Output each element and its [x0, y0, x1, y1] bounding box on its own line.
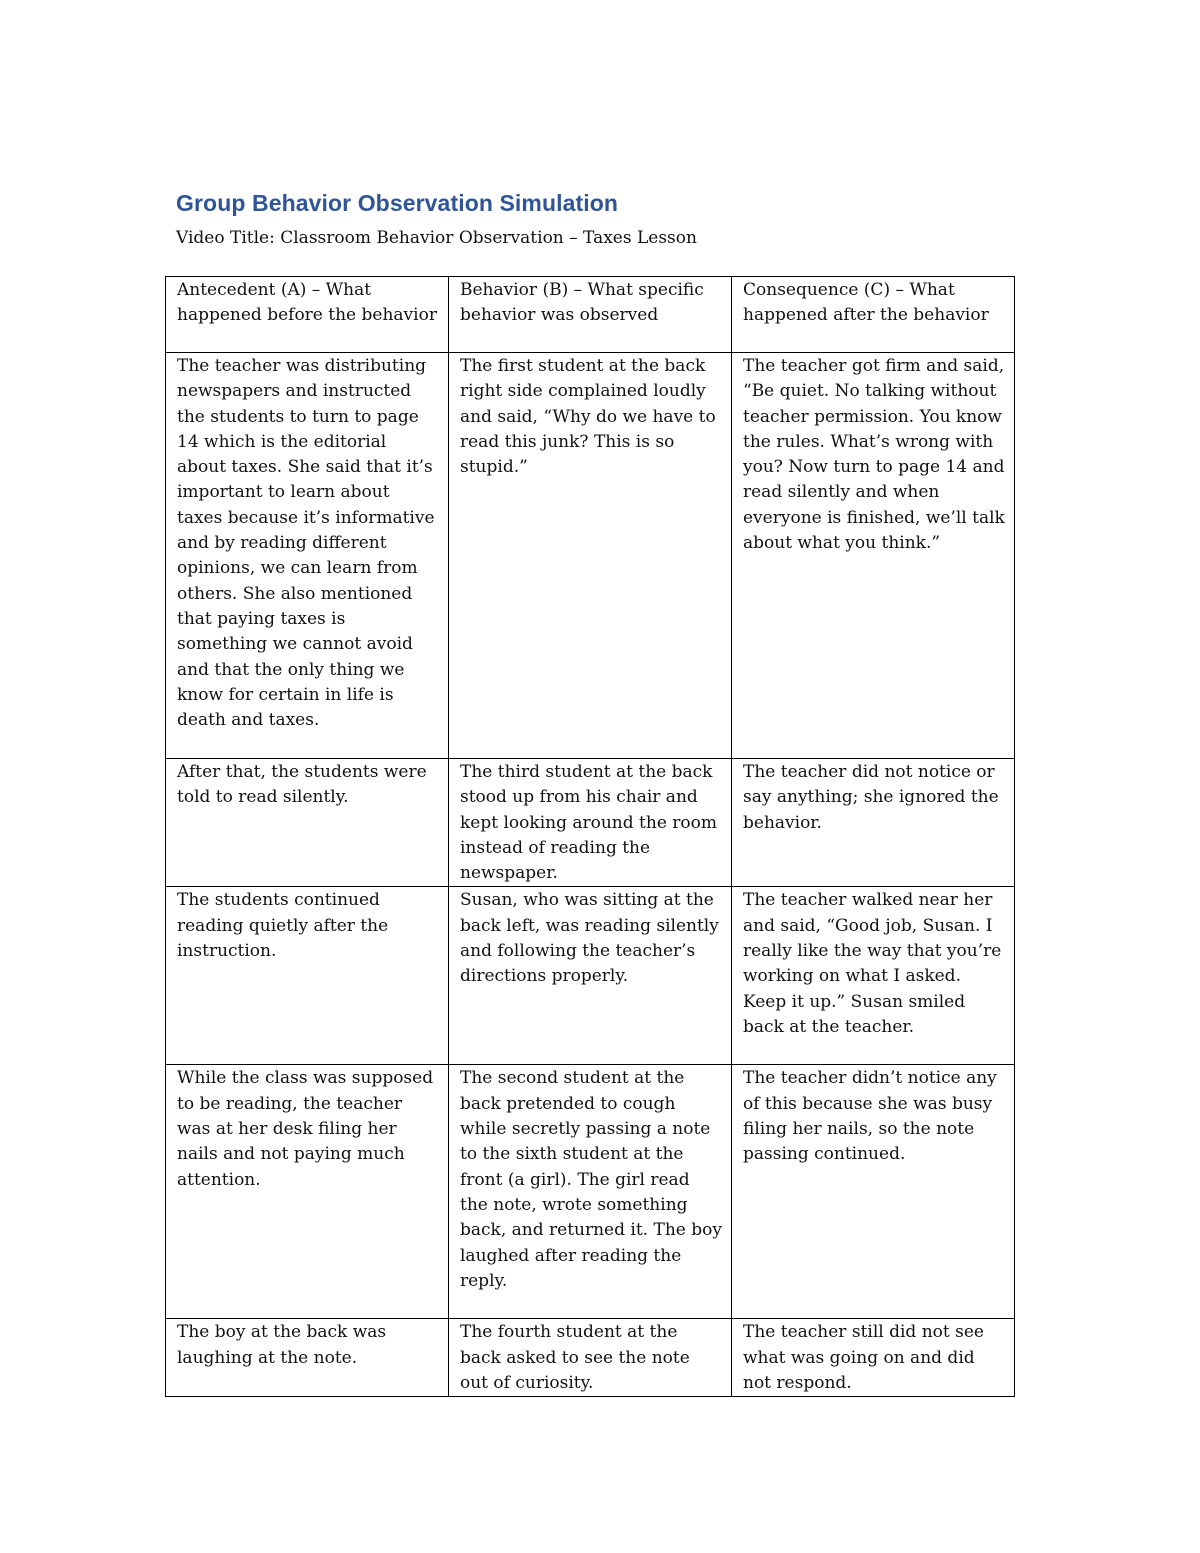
behavior-cell: Susan, who was sitting at the back left, was reading silently and following the teacher’s directions properly. — [449, 887, 732, 1065]
table-row — [166, 1065, 1015, 1319]
header-behavior: Behavior (B) – What specific behavior was observed — [449, 277, 732, 353]
behavior-cell: The first student at the back right side complained loudly and said, “Why do we have to read this junk? This is so stupid.” — [449, 353, 732, 759]
table-row — [166, 1319, 1015, 1397]
table-row — [166, 759, 1015, 887]
antecedent-cell: After that, the students were told to read silently. — [166, 759, 449, 887]
consequence-cell: The teacher got firm and said, “Be quiet. No talking without teacher permission. You know the rules. What’s wrong with you? Now turn to page 14 and read silently and when everyone is finished, we’ll talk about what you think.” — [732, 353, 1015, 759]
behavior-cell: The second student at the back pretended to cough while secretly passing a note to the sixth student at the front (a girl). The girl read the note, wrote something back, and returned it. The boy laughed after reading the reply. — [449, 1065, 732, 1319]
video-title: Video Title: Classroom Behavior Observation – Taxes Lesson — [176, 228, 697, 248]
consequence-cell: The teacher didn’t notice any of this because she was busy filing her nails, so the note passing continued. — [732, 1065, 1015, 1319]
document-title: Group Behavior Observation Simulation — [176, 190, 619, 216]
antecedent-cell: The boy at the back was laughing at the note. — [166, 1319, 449, 1397]
consequence-cell: The teacher did not notice or say anything; she ignored the behavior. — [732, 759, 1015, 887]
consequence-cell: The teacher still did not see what was going on and did not respond. — [732, 1319, 1015, 1397]
table-header-row — [166, 277, 1015, 353]
consequence-cell: The teacher walked near her and said, “Good job, Susan. I really like the way that you’re working on what I asked. Keep it up.” Susan smiled back at the teacher. — [732, 887, 1015, 1065]
antecedent-cell: The students continued reading quietly after the instruction. — [166, 887, 449, 1065]
antecedent-cell: While the class was supposed to be reading, the teacher was at her desk filing her nails and not paying much attention. — [166, 1065, 449, 1319]
antecedent-cell: The teacher was distributing newspapers and instructed the students to turn to page 14 which is the editorial about taxes. She said that it’s important to learn about taxes because it’s informative and by reading different opinions, we can learn from others. She also mentioned that paying taxes is something we cannot avoid and that the only thing we know for certain in life is death and taxes. — [166, 353, 449, 759]
table-row — [166, 887, 1015, 1065]
table-row — [166, 353, 1015, 759]
abc-observation-table — [165, 276, 1015, 1397]
behavior-cell: The third student at the back stood up from his chair and kept looking around the room instead of reading the newspaper. — [449, 759, 732, 887]
behavior-cell: The fourth student at the back asked to see the note out of curiosity. — [449, 1319, 732, 1397]
header-antecedent: Antecedent (A) – What happened before the behavior — [166, 277, 449, 353]
header-consequence: Consequence (C) – What happened after the behavior — [732, 277, 1015, 353]
